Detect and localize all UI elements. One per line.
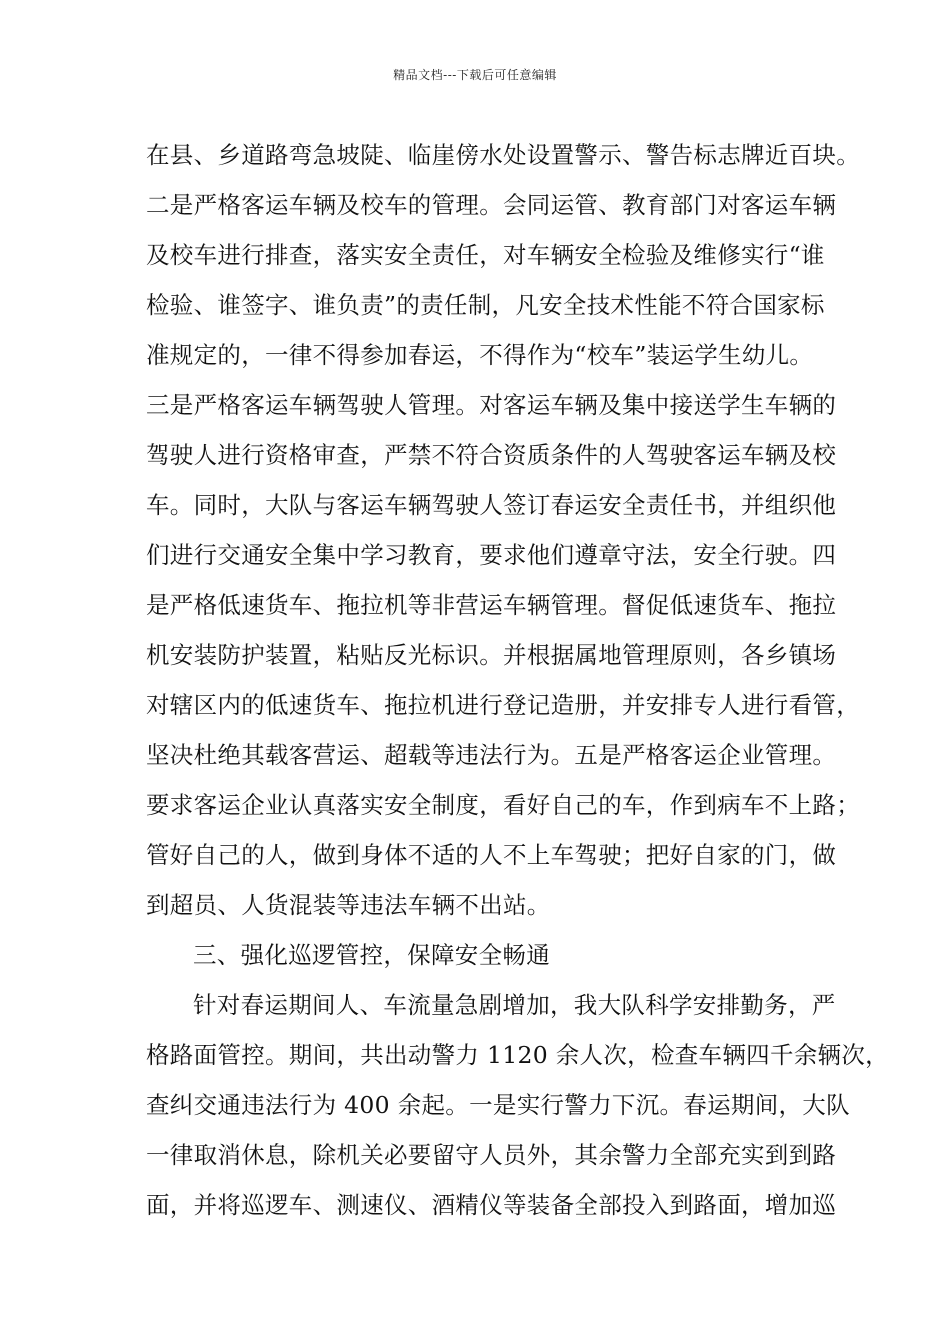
body-line: 面，并将巡逻车、测速仪、酒精仪等装备全部投入到路面，增加巡 (146, 1191, 837, 1219)
body-line: 对辖区内的低速货车、拖拉机进行登记造册，并安排专人进行看管， (146, 691, 860, 719)
body-line: 二是严格客运车辆及校车的管理。会同运管、教育部门对客运车辆 (146, 191, 837, 219)
body-line: 驾驶人进行资格审查，严禁不符合资质条件的人驾驶客运车辆及校 (146, 441, 837, 469)
body-line: 管好自己的人，做到身体不适的人不上车驾驶；把好自家的门，做 (146, 841, 837, 869)
body-line: 格路面管控。期间，共出动警力 1120 余人次，检查车辆四千余辆次， (146, 1041, 889, 1069)
body-line: 坚决杜绝其载客营运、超载等违法行为。五是严格客运企业管理。 (146, 741, 837, 769)
body-line: 是严格低速货车、拖拉机等非营运车辆管理。督促低速货车、拖拉 (146, 591, 837, 619)
document-body (146, 130, 889, 1230)
body-line: 要求客运企业认真落实安全制度，看好自己的车，作到病车不上路； (146, 791, 860, 819)
body-line: 三是严格客运车辆驾驶人管理。对客运车辆及集中接送学生车辆的 (146, 391, 837, 419)
body-line: 查纠交通违法行为 400 余起。一是实行警力下沉。春运期间，大队 (146, 1091, 850, 1119)
body-line: 们进行交通安全集中学习教育，要求他们遵章守法，安全行驶。四 (146, 541, 837, 569)
body-line: 车。同时，大队与客运车辆驾驶人签订春运安全责任书，并组织他 (146, 491, 837, 519)
body-line: 到超员、人货混装等违法车辆不出站。 (146, 891, 551, 919)
section-heading: 三、强化巡逻管控，保障安全畅通 (193, 941, 550, 969)
page-header: 精品文档---下载后可任意编辑 (393, 68, 557, 82)
body-line: 及校车进行排查，落实安全责任，对车辆安全检验及维修实行“谁 (146, 241, 825, 269)
paragraph-first-line: 针对春运期间人、车流量急剧增加，我大队科学安排勤务，严 (193, 991, 836, 1019)
body-line: 在县、乡道路弯急坡陡、临崖傍水处设置警示、警告标志牌近百块。 (146, 141, 860, 169)
body-line: 检验、谁签字、谁负责”的责任制，凡安全技术性能不符合国家标 (146, 291, 825, 319)
body-line: 一律取消休息，除机关必要留守人员外，其余警力全部充实到到路 (146, 1141, 837, 1169)
body-line: 机安装防护装置，粘贴反光标识。并根据属地管理原则，各乡镇场 (146, 641, 837, 669)
body-line: 准规定的，一律不得参加春运，不得作为“校车”装运学生幼儿。 (146, 341, 814, 369)
